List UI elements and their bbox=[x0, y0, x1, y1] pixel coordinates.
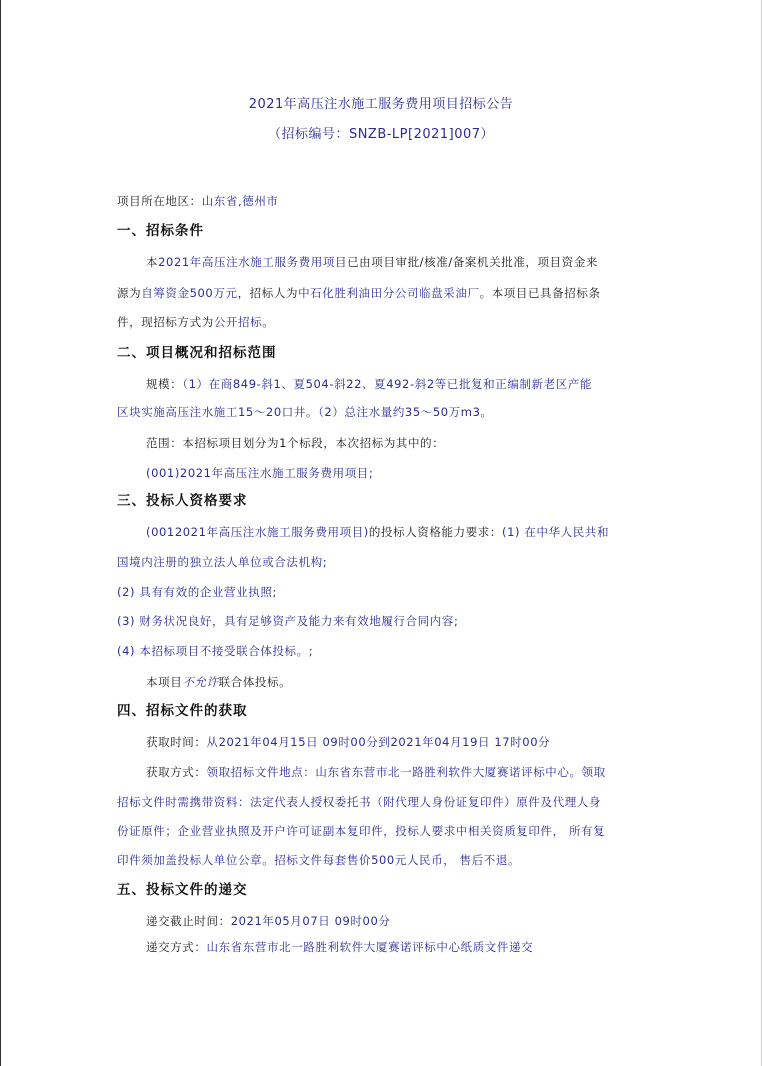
sec1-l3a: 件，现招标方式为 bbox=[117, 315, 214, 329]
sec2-range: 范围：本招标项目划分为1个标段，本次招标为其中的： bbox=[146, 436, 445, 450]
section-heading-3: 三、投标人资格要求 bbox=[117, 493, 248, 509]
sec2-scale-text-1: （1）在商849-斜1、夏504-斜22、夏492-斜2等已批复和正编制新老区产能 bbox=[182, 377, 593, 391]
sec1-line-1 bbox=[146, 254, 598, 270]
sec5-deadline-value: 2021年05月07日 09时00分 bbox=[230, 914, 391, 928]
sec4-method-line-3: 份证原件；企业营业执照及开户许可证副本复印件，投标人要求中相关资质复印件， 所有复 bbox=[117, 824, 606, 838]
sec3-consortium bbox=[146, 674, 291, 690]
section-heading-1: 一、招标条件 bbox=[117, 223, 204, 239]
sec4-method-line-1 bbox=[146, 764, 606, 780]
sec1-l1c: 已由项目审批/核准/备案机关批准，项目资金来 bbox=[347, 255, 599, 269]
sec5-method-value: 山东省东营市北一路胜利软件大厦赛诺评标中心纸质文件递交 bbox=[206, 940, 534, 954]
sec1-l2c: ，招标人为 bbox=[237, 286, 299, 300]
sec4-method-line-2: 招标文件时需携带资料：法定代表人授权委托书（附代理人身份证复印件）原件及代理人身 bbox=[117, 795, 601, 809]
sec5-deadline-label: 递交截止时间： bbox=[146, 914, 231, 928]
sec1-l3c: 。 bbox=[262, 315, 275, 329]
sec3-consortium-a: 本项目 bbox=[146, 675, 183, 689]
location-label: 项目所在地区： bbox=[117, 194, 202, 208]
sec1-line-2 bbox=[117, 285, 601, 301]
sec5-deadline bbox=[146, 913, 390, 929]
sec4-time-value: 从2021年04月15日 09时00分到2021年04月19日 17时00分 bbox=[206, 735, 551, 749]
section-heading-4: 四、招标文件的获取 bbox=[117, 703, 248, 719]
sec2-scale-line-1 bbox=[146, 376, 592, 392]
sec1-l1b: 2021年高压注水施工服务费用项目 bbox=[158, 255, 348, 269]
sec1-l1a: 本 bbox=[146, 255, 159, 269]
sec1-line-3 bbox=[117, 314, 274, 330]
sec3-line-2: 国境内注册的独立法人单位或合法机构; bbox=[117, 555, 328, 569]
location-line bbox=[117, 193, 279, 209]
sec5-method-label: 递交方式： bbox=[146, 940, 207, 954]
section-heading-5: 五、投标文件的递交 bbox=[117, 882, 248, 898]
sec4-method-label: 获取方式： bbox=[146, 765, 207, 779]
sec3-q1a: (0012021年高压注水施工服务费用项目) bbox=[146, 525, 369, 539]
sec3-line-5: (4) 本招标项目不接受联合体投标。; bbox=[117, 644, 314, 658]
sec4-method-line-4: 印件须加盖投标人单位公章。招标文件每套售价500元人民币， 售后不退。 bbox=[117, 853, 521, 867]
sec5-method bbox=[146, 939, 533, 955]
sec2-lot: (001)2021年高压注水施工服务费用项目; bbox=[146, 466, 374, 480]
sec4-method-text-1: 领取招标文件地点：山东省东营市北一路胜利软件大厦赛诺评标中心。领取 bbox=[206, 765, 606, 779]
sec2-scale-line-2: 区块实施高压注水施工15～20口井。（2）总注水量约35～50万m3。 bbox=[117, 405, 493, 419]
sec3-consortium-b: 不允许 bbox=[182, 675, 219, 689]
sec2-scale-label: 规模： bbox=[146, 377, 183, 391]
sec3-line-1 bbox=[146, 524, 609, 540]
location-value: 山东省,德州市 bbox=[201, 194, 279, 208]
sec3-q1c: (1) 在中华人民共和 bbox=[502, 525, 610, 539]
sec3-q1b: 的投标人资格能力要求： bbox=[368, 525, 502, 539]
sec1-l2b: 自筹资金500万元 bbox=[141, 286, 238, 300]
sec1-l2a: 源为 bbox=[117, 286, 142, 300]
sec1-l2e: 。本项目已具备招标条 bbox=[479, 286, 601, 300]
sec1-l2d: 中石化胜利油田分公司临盘采油厂 bbox=[298, 286, 480, 300]
doc-title: 2021年高压注水施工服务费用项目招标公告 bbox=[248, 97, 514, 112]
sec4-time-label: 获取时间： bbox=[146, 735, 207, 749]
section-heading-2: 二、项目概况和招标范围 bbox=[117, 345, 277, 361]
sec1-l3b: 公开招标 bbox=[213, 315, 263, 329]
doc-subtitle: （招标编号：SNZB-LP[2021]007） bbox=[267, 127, 495, 142]
sec4-time bbox=[146, 734, 550, 750]
sec3-consortium-c: 联合体投标。 bbox=[218, 675, 292, 689]
sec3-line-3: (2) 具有有效的企业营业执照; bbox=[117, 585, 277, 599]
sec3-line-4: (3) 财务状况良好，具有足够资产及能力来有效地履行合同内容; bbox=[117, 614, 459, 628]
